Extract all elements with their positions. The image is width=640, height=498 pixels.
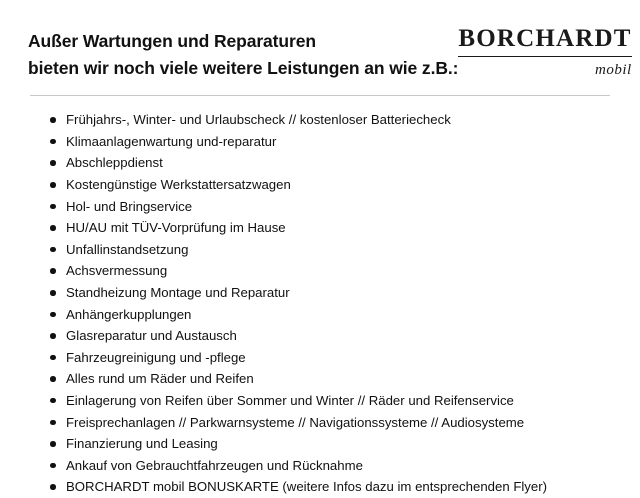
list-item [28, 239, 612, 261]
list-item-label: Klimaanlagenwartung und-reparatur [66, 133, 277, 149]
bullet-icon [50, 268, 56, 274]
bullet-icon [50, 247, 56, 253]
list-item [28, 433, 612, 455]
bullet-icon [50, 463, 56, 469]
list-item-label: Alles rund um Räder und Reifen [66, 371, 254, 387]
list-item-label: Ankauf von Gebrauchtfahrzeugen und Rücknahme [66, 457, 363, 473]
bullet-icon [50, 160, 56, 166]
list-item [28, 174, 612, 196]
brand-divider [458, 56, 631, 57]
list-item-label: HU/AU mit TÜV-Vorprüfung im Hause [66, 220, 286, 236]
list-item-label: Einlagerung von Reifen über Sommer und Winter // Räder und Reifenservice [66, 392, 514, 408]
bullet-icon [50, 333, 56, 339]
services-list [28, 109, 612, 498]
list-item-label: BORCHARDT mobil BONUSKARTE (weitere Infos dazu im entsprechenden Flyer) [66, 479, 548, 495]
document-header [28, 24, 632, 82]
list-item [28, 412, 612, 434]
list-item-label: Abschleppdienst [66, 155, 163, 171]
list-item [28, 455, 612, 477]
list-item-label: Frühjahrs-, Winter- und Urlaubscheck // kostenloser Batteriecheck [66, 112, 451, 128]
headline-line-2: bieten wir noch viele weitere Leistungen an wie z.B.: [28, 58, 459, 79]
bullet-icon [50, 204, 56, 210]
bullet-icon [50, 290, 56, 296]
list-item [28, 282, 612, 304]
list-item [28, 196, 612, 218]
list-item [28, 390, 612, 412]
list-item [28, 304, 612, 326]
list-item-label: Fahrzeugreinigung und -pflege [66, 349, 246, 365]
list-item [28, 325, 612, 347]
bullet-icon [50, 312, 56, 318]
bullet-icon [50, 139, 56, 145]
list-item-label: Kostengünstige Werkstattersatzwagen [66, 177, 291, 193]
bullet-icon [50, 117, 56, 123]
list-item [28, 152, 612, 174]
list-item-label: Glasreparatur und Austausch [66, 328, 237, 344]
list-item-label: Unfallinstandsetzung [66, 241, 189, 257]
brand-logo [458, 24, 639, 79]
header-divider [30, 95, 610, 96]
bullet-icon [50, 420, 56, 426]
list-item-label: Standheizung Montage und Reparatur [66, 285, 290, 300]
bullet-icon [50, 398, 56, 404]
brand-name: BORCHARDT [458, 25, 632, 52]
brand-subtitle: mobil [595, 62, 632, 78]
bullet-icon [50, 355, 56, 361]
list-item [28, 368, 612, 390]
list-item-label: Hol- und Bringservice [66, 198, 193, 214]
list-item-label: Anhängerkupplungen [66, 306, 192, 322]
list-item-label: Achsvermessung [66, 263, 168, 279]
list-item [28, 109, 612, 131]
bullet-icon [50, 484, 56, 490]
list-item-label: Finanzierung und Leasing [66, 436, 218, 452]
bullet-icon [50, 441, 56, 447]
bullet-icon [50, 376, 56, 382]
bullet-icon [50, 182, 56, 188]
bullet-icon [50, 225, 56, 231]
headline-line-1: Außer Wartungen und Reparaturen [28, 31, 316, 51]
list-item [28, 217, 612, 239]
page-title [28, 24, 458, 82]
list-item [28, 260, 612, 282]
list-item [28, 131, 612, 153]
list-item-label: Freisprechanlagen // Parkwarnsysteme // Navigationssysteme // Audiosysteme [66, 414, 525, 430]
list-item [28, 347, 612, 369]
